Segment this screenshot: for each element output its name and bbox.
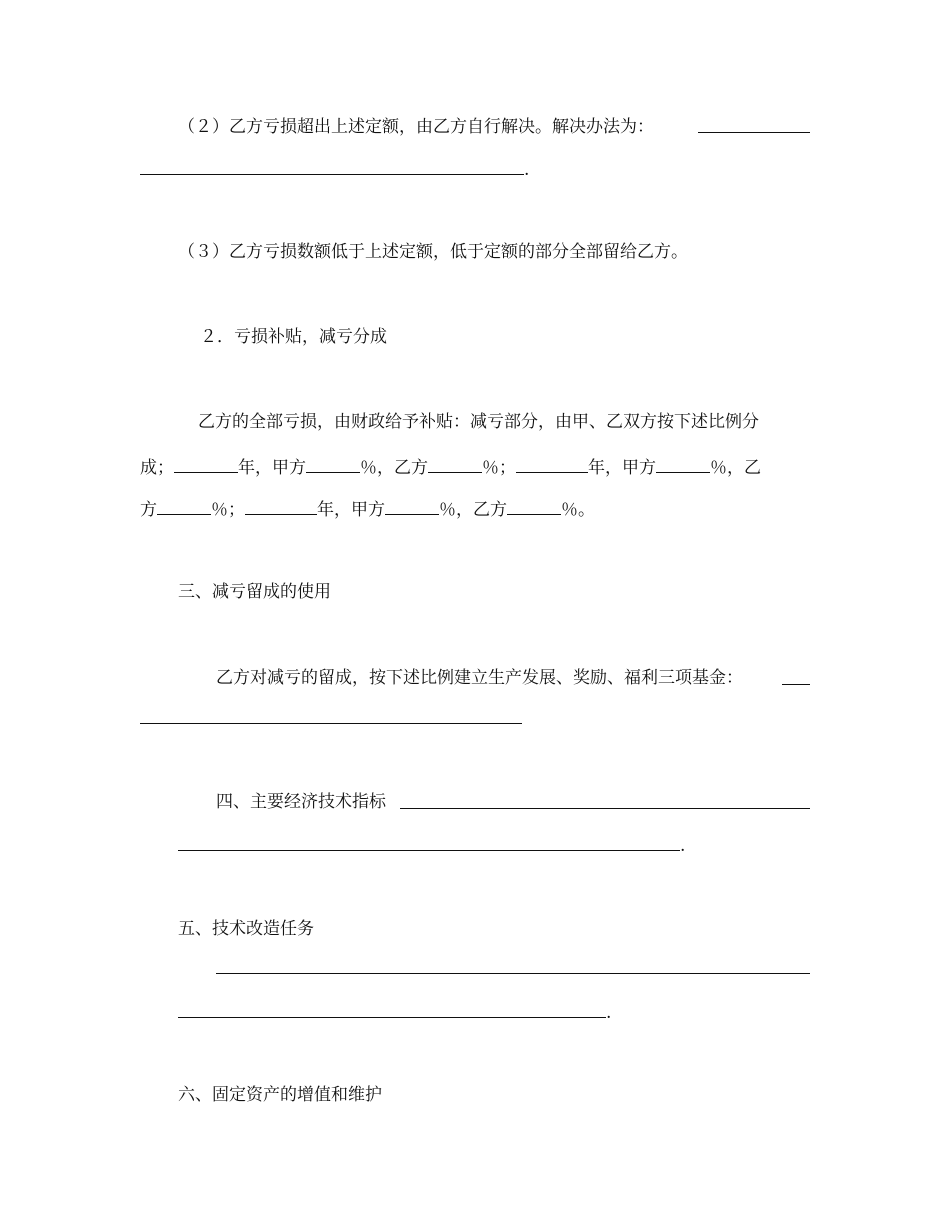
fill-blank-line bbox=[178, 1017, 606, 1018]
paragraph-text: 乙方的全部亏损，由财政给予补贴：减亏部分，由甲、乙双方按下述比例分 bbox=[198, 412, 759, 432]
section-3-heading bbox=[178, 580, 331, 604]
end-period: . bbox=[524, 160, 530, 180]
heading-text: 四、主要经济技术指标 bbox=[216, 792, 386, 812]
fill-blank bbox=[385, 496, 439, 515]
heading-text: ２．亏损补贴，减亏分成 bbox=[200, 327, 387, 347]
text-fragment: ％，乙方 bbox=[439, 500, 507, 520]
paragraph-loss-below bbox=[178, 240, 688, 264]
text-fragment: 年，甲方 bbox=[588, 458, 656, 478]
paragraph-text: 乙方对减亏的留成，按下述比例建立生产发展、奖励、福利三项基金： bbox=[216, 668, 743, 688]
section-6-heading bbox=[178, 1083, 382, 1107]
heading-text: 五、技术改造任务 bbox=[178, 919, 314, 939]
text-fragment: ％，乙 bbox=[710, 458, 761, 478]
subsidy-paragraph-line-2 bbox=[140, 454, 761, 478]
fill-blank bbox=[174, 454, 238, 473]
fill-blank-line bbox=[140, 723, 522, 724]
paragraph-loss-exceed bbox=[178, 115, 654, 139]
fill-blank-line bbox=[782, 684, 810, 685]
fill-blank-line bbox=[178, 850, 680, 851]
text-fragment: ％。 bbox=[561, 500, 595, 520]
fill-blank bbox=[516, 454, 588, 473]
heading-text: 三、减亏留成的使用 bbox=[178, 582, 331, 602]
subsidy-paragraph-line-3 bbox=[140, 496, 595, 520]
end-period: . bbox=[606, 1003, 612, 1023]
fill-blank-line bbox=[140, 174, 524, 175]
paragraph-text: （３）乙方亏损数额低于上述定额，低于定额的部分全部留给乙方。 bbox=[178, 242, 688, 262]
fill-blank bbox=[507, 496, 561, 515]
fill-blank bbox=[157, 496, 211, 515]
text-fragment: 年，甲方 bbox=[238, 458, 306, 478]
fill-blank-line bbox=[400, 808, 810, 809]
section-4-heading bbox=[216, 790, 386, 814]
end-period: . bbox=[680, 836, 686, 856]
text-fragment: ％； bbox=[482, 458, 516, 478]
subsidy-paragraph-line-1 bbox=[198, 410, 759, 434]
text-fragment: ％； bbox=[211, 500, 245, 520]
text-fragment: 成； bbox=[140, 458, 174, 478]
heading-text: 六、固定资产的增值和维护 bbox=[178, 1085, 382, 1105]
text-fragment: 方 bbox=[140, 500, 157, 520]
fill-blank-line bbox=[216, 973, 810, 974]
text-fragment: ％，乙方 bbox=[360, 458, 428, 478]
fill-blank bbox=[245, 496, 317, 515]
fill-blank bbox=[306, 454, 360, 473]
section-5-heading bbox=[178, 917, 314, 941]
fill-blank-line bbox=[698, 132, 810, 133]
subsection-heading bbox=[200, 325, 387, 349]
fill-blank bbox=[656, 454, 710, 473]
paragraph-text: （２）乙方亏损超出上述定额，由乙方自行解决。解决办法为： bbox=[178, 117, 654, 137]
fill-blank bbox=[428, 454, 482, 473]
text-fragment: 年，甲方 bbox=[317, 500, 385, 520]
section-3-body bbox=[216, 666, 743, 690]
